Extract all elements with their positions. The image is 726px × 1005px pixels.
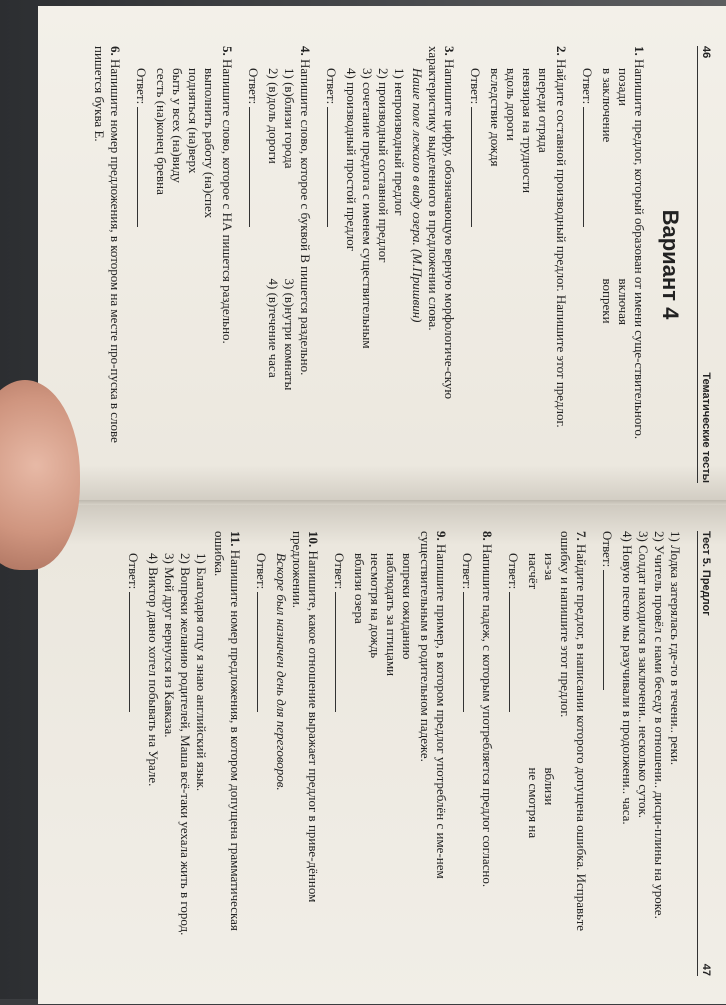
- option: 4) (в)течение часа: [266, 278, 281, 378]
- option: включая: [616, 278, 631, 325]
- answer-field[interactable]: Ответ:: [467, 68, 483, 483]
- task-prompt: Напишите предлог, который образован от имени суще-ствительного.: [632, 59, 647, 440]
- left-page-number: 46: [700, 46, 712, 59]
- task-5: 5. Напишите слово, которое с НА пишется раздельно. выполнить работу (на)спех подняться (на)верх быть у всех (на)виду сесть (на)конец бревна Ответ:: [133, 46, 235, 483]
- answer-field[interactable]: Ответ:: [133, 68, 149, 483]
- option: 4) Новую песню мы разучивали в продолжени.. часа.: [620, 531, 635, 825]
- option: выполнить работу (на)спех: [202, 68, 217, 219]
- task-prompt: Напишите номер предложения, в котором на месте про-пуска в слове пишется буква Е.: [92, 46, 123, 443]
- task-prompt: Найдите предлог, в написании которого допущена ошибка. Исправьте ошибку и напишите этот предлог.: [558, 531, 589, 932]
- answer-field[interactable]: Ответ:: [331, 553, 347, 976]
- right-page-number: 47: [700, 963, 712, 976]
- answer-field[interactable]: Ответ:: [323, 68, 339, 483]
- task-prompt: Напишите слово, которое с НА пишется раздельно.: [220, 59, 235, 344]
- option: позади: [616, 68, 631, 106]
- answer-field[interactable]: Ответ:: [125, 553, 141, 976]
- task-7: 7. Найдите предлог, в написании которого допущена ошибка. Исправьте ошибку и напишите этот предлог. из-за насчёт вблизи не смотря на Ответ:: [505, 531, 589, 976]
- left-page: [38, 6, 726, 505]
- task-prompt: Напишите падеж, с которым употребляется предлог согласно.: [480, 544, 495, 888]
- option: 2) (в)доль дороги: [266, 68, 281, 164]
- answer-field[interactable]: Ответ:: [579, 68, 595, 483]
- answer-field[interactable]: Ответ:: [505, 553, 521, 976]
- task-8: 8. Напишите падеж, с которым употребляется предлог согласно. Ответ:: [459, 531, 495, 976]
- option: вблизи озера: [352, 553, 367, 624]
- option: не смотря на: [526, 767, 541, 839]
- task-prompt: Напишите пример, в котором предлог употреблён с име-нем существительным в родительном падеже.: [418, 531, 449, 879]
- task-prompt: Найдите составной производный предлог. Напишите этот предлог.: [554, 59, 569, 428]
- task-10: 10. Напишите, какое отношение выражает предлог в приве-дённом предложении. Вскоре был назначен день для переговоров. Ответ:: [253, 531, 321, 976]
- task-1: 1. Напишите предлог, который образован от имени суще-ствительного. позади в заключение включая вопреки Ответ:: [579, 46, 647, 483]
- right-running-header: [697, 531, 712, 976]
- option: впереди отряда: [536, 68, 551, 153]
- option: 1) (в)близи города: [282, 68, 297, 169]
- task-4: 4. Напишите слово, которое с буквой В пишется раздельно. 1) (в)близи города 2) (в)доль дороги 3) (в)нутри комнаты 4) (в)течение часа Ответ:: [245, 46, 313, 483]
- option: подняться (на)верх: [186, 68, 201, 174]
- task-11: 11. Напишите номер предложения, в котором допущена грамматическая ошибка. 1) Благодаря отцу я знаю английский язык. 2) Вопреки желанию родителей, Маша всё-таки уехала жить в город. 3) Мой друг вернулся из Кавказа. 4) Виктор давно хотел побывать на Урале. Ответ:: [125, 531, 243, 976]
- task-stem: Вскоре был назначен день для переговоров.: [274, 553, 289, 791]
- option: 3) сочетание предлога с именем существительным: [360, 68, 375, 349]
- option: быть у всех (на)виду: [170, 68, 185, 183]
- task-3: 3. Напишите цифру, обозначающую верную морфологиче-скую характеристику выделенного в предложении слова. Наше поле лежало в виду озера. (М.Пришвин) 1) непроизводный предлог 2) производный составной предлог 3) сочетание предлога с именем существительным 4) производный простой предлог Ответ:: [323, 46, 457, 483]
- option: 2) производный составной предлог: [376, 68, 391, 263]
- right-page: [38, 505, 726, 1004]
- task-6-continued: [599, 531, 683, 976]
- left-header-title: Тематические тесты: [700, 372, 712, 483]
- option: 4) производный простой предлог: [344, 68, 359, 252]
- option: вдоль дороги: [504, 68, 519, 141]
- option: 3) Мой друг вернулся из Кавказа.: [162, 553, 177, 738]
- task-2: 2. Найдите составной производный предлог. Напишите этот предлог. впереди отряда невзирая на трудности вдоль дороги вследствие дождя Ответ:: [467, 46, 569, 483]
- variant-title: Вариант 4: [658, 209, 683, 320]
- option: наблюдать за птицами: [384, 553, 399, 677]
- option: 2) Учитель провёл с нами беседу в отношени.. дисци-плины на уроке.: [652, 531, 667, 919]
- answer-field[interactable]: Ответ:: [459, 553, 475, 976]
- option: вопреки ожиданию: [400, 553, 415, 660]
- task-prompt: Напишите номер предложения, в котором допущена грамматическая ошибка.: [212, 531, 243, 931]
- option: вопреки: [600, 278, 615, 324]
- option: 1) Лодка затерялась где-то в течени.. реки.: [668, 531, 683, 766]
- task-9: 9. Напишите пример, в котором предлог употреблён с име-нем существительным в родительном падеже. вопреки ожиданию наблюдать за птицами несмотря на дождь вблизи озера Ответ:: [331, 531, 449, 976]
- option: 1) Благодаря отцу я знаю английский язык.: [194, 553, 209, 792]
- answer-field[interactable]: Ответ:: [599, 531, 615, 976]
- option: вследствие дождя: [488, 68, 503, 167]
- option: сесть (на)конец бревна: [154, 68, 169, 195]
- open-book: [38, 6, 726, 1005]
- left-running-header: [697, 46, 712, 483]
- option: насчёт: [526, 553, 541, 590]
- right-header-title: Тест 5. Предлог: [700, 531, 712, 616]
- option: 3) Солдат находился в заключени.. несколько суток.: [636, 531, 651, 819]
- task-6: 6. Напишите номер предложения, в котором на месте про-пуска в слове пишется буква Е.: [92, 46, 123, 443]
- option: 2) Вопреки желанию родителей, Маша всё-таки уехала жить в город.: [178, 553, 193, 936]
- task-prompt: Напишите, какое отношение выражает предлог в приве-дённом предложении.: [290, 531, 321, 903]
- option: в заключение: [600, 68, 615, 143]
- option: из-за: [542, 553, 557, 581]
- answer-field[interactable]: Ответ:: [253, 553, 269, 976]
- option: вблизи: [542, 767, 557, 806]
- option: 4) Виктор давно хотел побывать на Урале.: [146, 553, 161, 787]
- option: 3) (в)нутри комнаты: [282, 278, 297, 391]
- option: 1) непроизводный предлог: [392, 68, 407, 216]
- option: невзирая на трудности: [520, 68, 535, 194]
- task-prompt: Напишите цифру, обозначающую верную морфологиче-скую характеристику выделенного в предложении слова.: [426, 46, 457, 400]
- option: несмотря на дождь: [368, 553, 383, 659]
- task-stem: Наше поле лежало в виду озера. (М.Пришвин): [410, 68, 425, 323]
- task-prompt: Напишите слово, которое с буквой В пишется раздельно.: [298, 59, 313, 376]
- answer-field[interactable]: Ответ:: [245, 68, 261, 483]
